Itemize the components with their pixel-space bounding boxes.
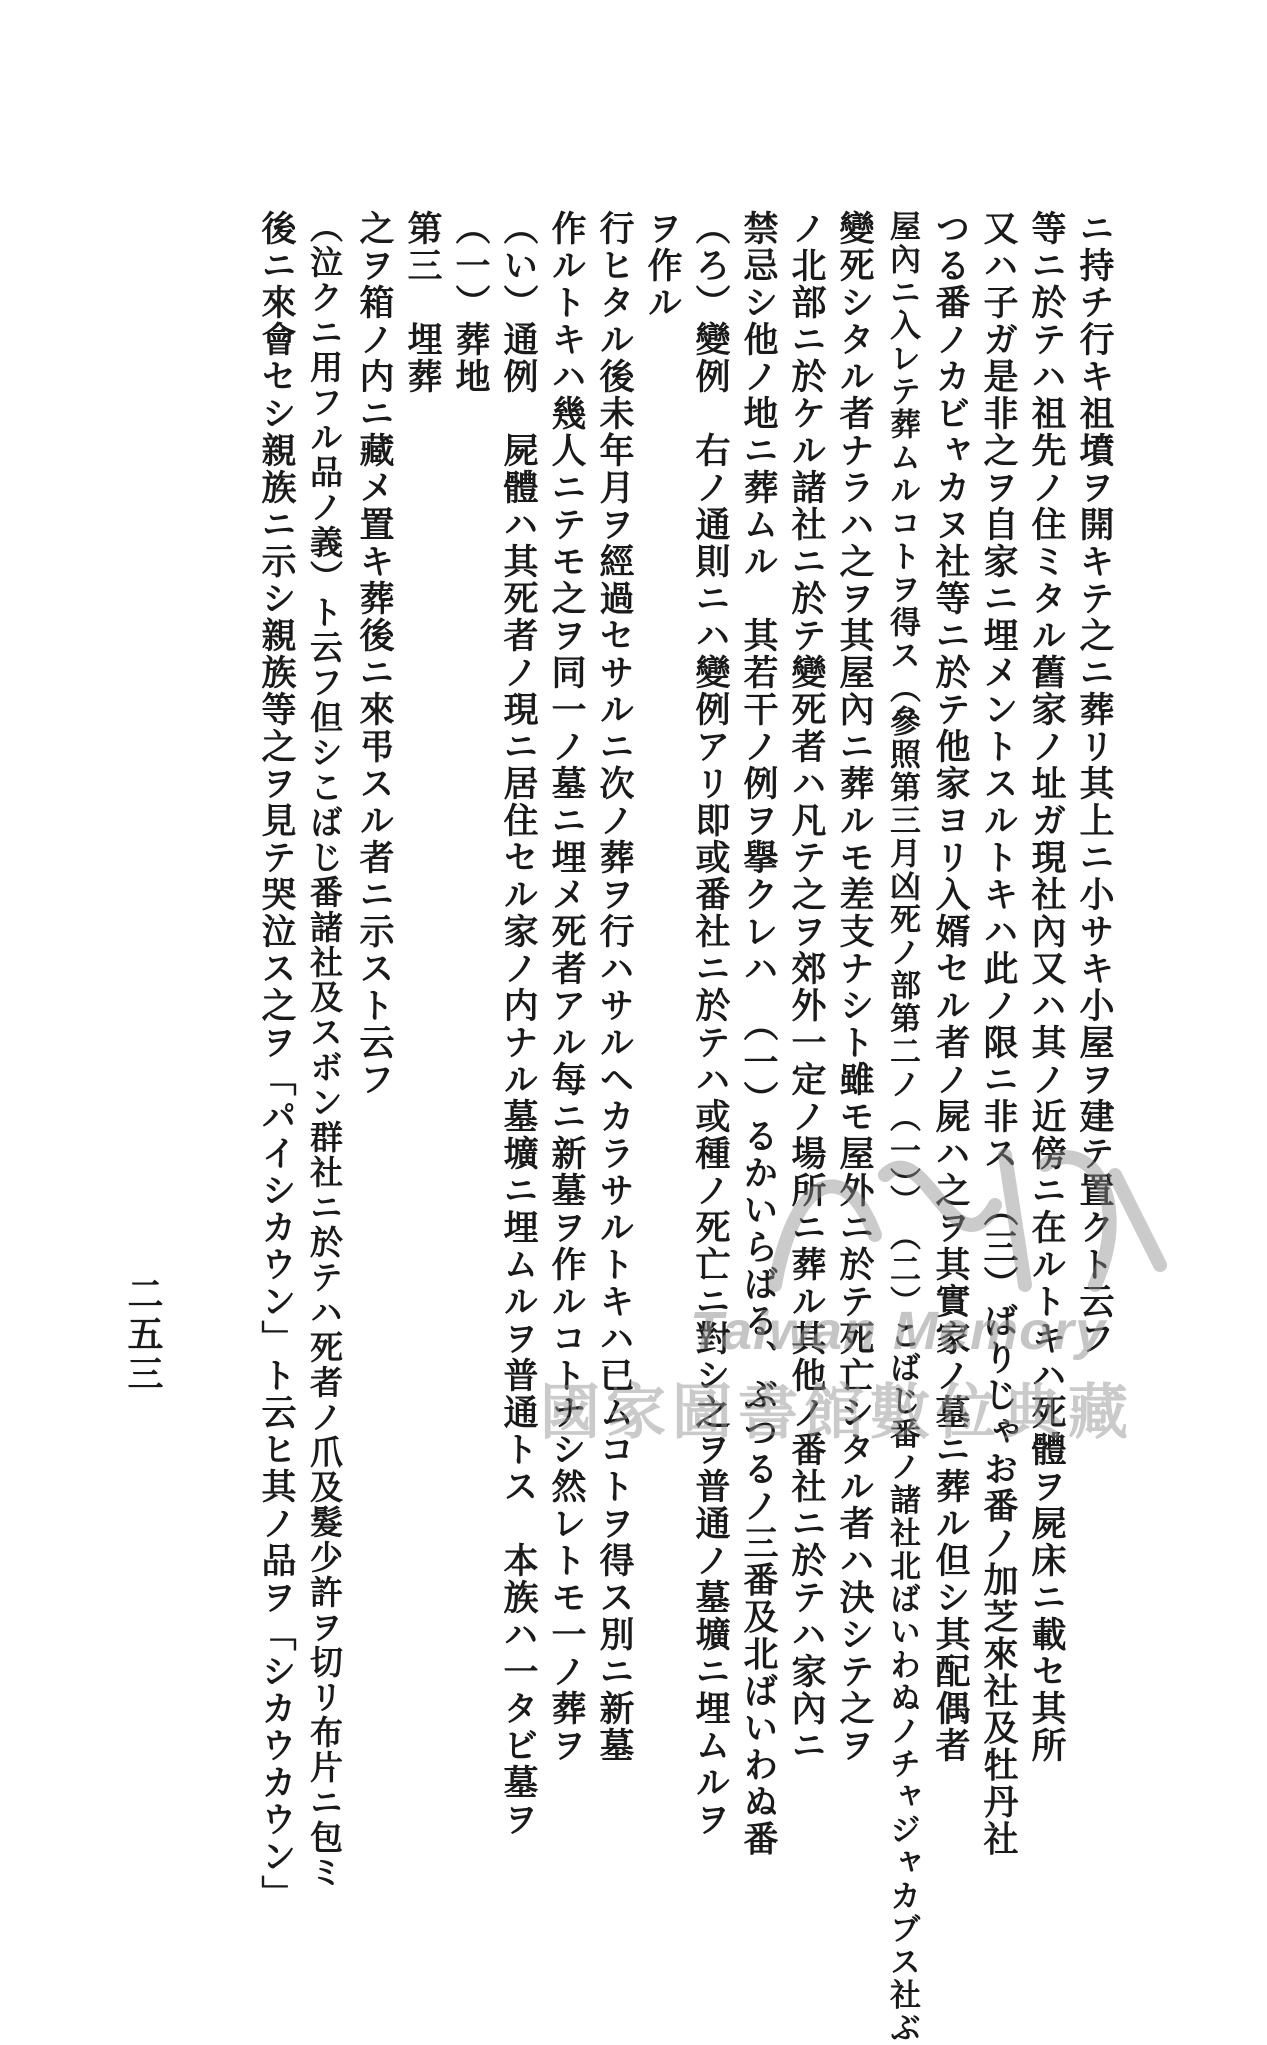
watermark-han-text: 國家圖書館數位典藏 xyxy=(540,1378,1134,1448)
text-column-7: 作ルトキハ幾人ニテモ之ヲ同一ノ墓ニ埋メ死者アル每ニ新墓ヲ作ルコトナシ然レトモ一ノ葬ヲ xyxy=(546,210,587,1764)
text-column-2: （泣クニ用フル品ノ義）ト云フ但シこばじ番諸社及スボン群社ニ於テハ死者ノ爪及髮少許ヲ切リ布片ニ包ミ xyxy=(305,210,344,1890)
text-column-6: （い）通例 屍體ハ其死者ノ現ニ居住セル家ノ内ナル墓壙ニ埋ムルヲ普通トス 本族ハ一タビ墓ヲ xyxy=(498,210,539,1838)
section-heading: 第三 埋葬 xyxy=(402,210,443,395)
text-column-14: 屋內ニ入レテ葬ムルコトヲ得ス（參照第三月凶死ノ部第二ノ（一）） （二）こばじ番ノ諸社北ばいわぬノチャジャカブス社ぶ xyxy=(884,210,920,2045)
text-column-16: 又ハ子ガ是非之ヲ自家ニ埋メントスルトキハ此ノ限ニ非ス （三）ばりじゃお番ノ加芝來社及牡丹社 xyxy=(978,210,1019,1858)
text-column-10: （ろ）變例 右ノ通則ニハ變例アリ即或番社ニ於テハ或種ノ死亡ニ對シ之ヲ普通ノ墓壙ニ埋ムルヲ xyxy=(690,210,731,1838)
text-column-11: 禁忌シ他ノ地ニ葬ムル 其若干ノ例ヲ擧クレハ （一）るかいらばる、ぶつるノ三番及北ばいわぬ番 xyxy=(738,210,779,1858)
text-column-13: 變死シタル者ナラハ之ヲ其屋內ニ葬ルモ差支ナシト雖モ屋外ニ於テ死亡シタル者ハ決シテ之ヲ xyxy=(834,210,875,1764)
text-column-3: 之ヲ箱ノ内ニ藏メ置キ葬後ニ來弔スル者ニ示スト云フ xyxy=(354,210,395,1098)
text-column-8: 行ヒタル後未年月ヲ經過セサルニ次ノ葬ヲ行ハサルヘカラサルトキハ已ムコトヲ得ス別ニ新墓 xyxy=(594,210,635,1764)
watermark-latin-text: Taiwan Memory xyxy=(690,1301,1107,1361)
subsection-heading: （一）葬地 xyxy=(450,210,491,395)
text-column-12: ノ北部ニ於ケル諸社ニ於テ變死者ハ凡テ之ヲ郊外一定ノ場所ニ葬ル其他ノ番社ニ於テハ家內ニ xyxy=(786,210,827,1764)
text-column-1: 後ニ來會セシ親族ニ示シ親族等之ヲ見テ哭泣ス之ヲ「パイシカウン」ト云ヒ其ノ品ヲ「シカウカウン」 xyxy=(256,210,297,1912)
text-column-15: つる番ノカビャカヌ社等ニ於テ他家ヨリ入婿セル者ノ屍ハ之ヲ其實家ノ墓ニ葬ル但シ其配偶者 xyxy=(930,210,971,1764)
page-number: 二五三 xyxy=(122,1275,164,1395)
text-column-18: ニ持チ行キ祖墳ヲ開キテ之ニ葬リ其上ニ小サキ小屋ヲ建テ置クト云フ xyxy=(1074,210,1115,1357)
watermark-logo-mark xyxy=(755,1115,1175,1319)
text-column-9: ヲ作ル xyxy=(642,210,683,321)
text-column-17: 等ニ於テハ祖先ノ住ミタル舊家ノ址ガ現社內又ハ其ノ近傍ニ在ルトキハ死體ヲ屍床ニ載セ其所 xyxy=(1026,210,1067,1764)
